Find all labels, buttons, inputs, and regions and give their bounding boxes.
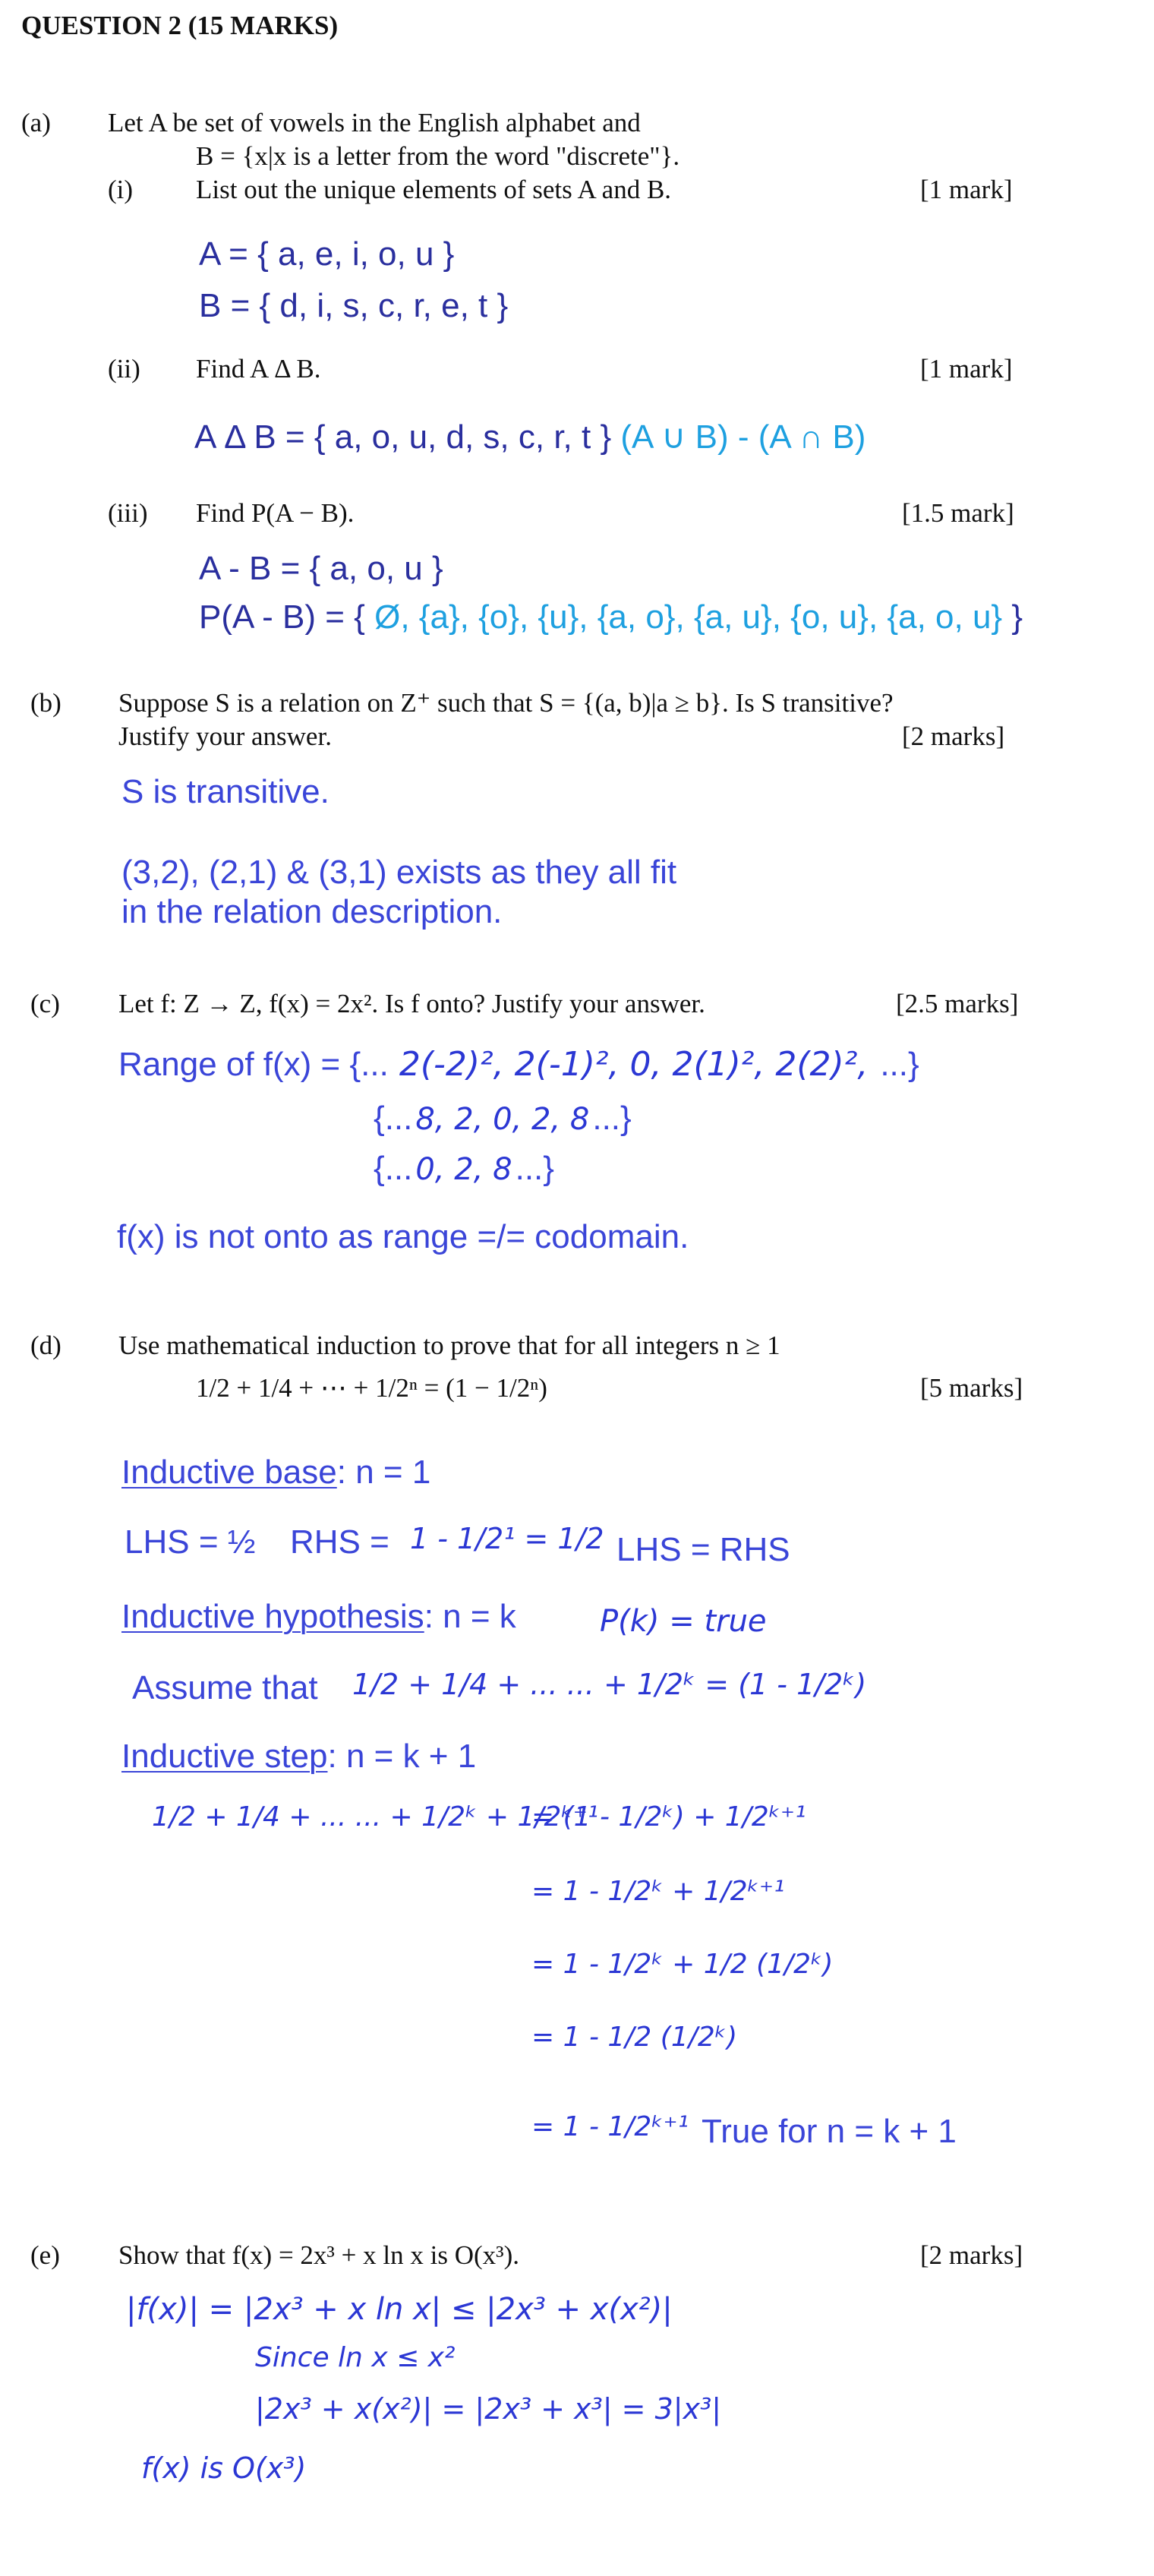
induction-formula: 1/2 + 1/4 + ⋯ + 1/2ⁿ = (1 − 1/2ⁿ) xyxy=(196,1373,547,1403)
part-a-label: (a) xyxy=(21,108,51,137)
power-set-elements: Ø, {a}, {o}, {u}, {a, o}, {a, u}, {o, u}, {a, o, u} xyxy=(374,598,1003,636)
big-o-conclusion: f(x) is O(x³) xyxy=(141,2451,307,2485)
inductive-base-label: Inductive base xyxy=(121,1454,337,1491)
part-e-label: (e) xyxy=(30,2240,60,2270)
answer-difference: A - B = { a, o, u } xyxy=(199,550,443,587)
answer-justification-line1: (3,2), (2,1) & (3,1) exists as they all fit xyxy=(121,854,677,891)
range-row-1 xyxy=(118,1045,919,1084)
answer-transitive: S is transitive. xyxy=(121,773,329,810)
power-set-suffix: } xyxy=(1011,598,1023,636)
part-a-ii-marks: [1 mark] xyxy=(920,354,1013,384)
base-rhs-label: RHS = xyxy=(290,1523,389,1561)
inductive-hypothesis-value: : n = k xyxy=(424,1598,516,1635)
symmetric-difference-note: (A ∪ B) - (A ∩ B) xyxy=(620,418,866,456)
big-o-line-2: Since ln x ≤ x² xyxy=(255,2342,456,2373)
part-d-marks: [5 marks] xyxy=(920,1373,1023,1403)
step-line-5: = 1 - 1/2ᵏ⁺¹ xyxy=(531,2111,689,2142)
range-label: Range of f(x) = {... xyxy=(118,1046,389,1083)
part-a-iii-number: (iii) xyxy=(108,498,148,528)
assume-label: Assume that xyxy=(132,1669,318,1706)
range-handwritten-values: 2(-2)², 2(-1)², 0, 2(1)², 2(2)², xyxy=(399,1045,869,1084)
part-a-ii-question: Find A Δ B. xyxy=(196,354,321,384)
answer-justification-line2: in the relation description. xyxy=(121,893,503,930)
part-a-iii-marks: [1.5 mark] xyxy=(902,498,1014,528)
part-a-ii-number: (ii) xyxy=(108,354,140,384)
step-line-3: = 1 - 1/2ᵏ + 1/2 (1/2ᵏ) xyxy=(531,1949,834,1980)
part-a-stem-line2: B = {x|x is a letter from the word "discrete"}. xyxy=(196,141,680,171)
part-e-marks: [2 marks] xyxy=(920,2240,1023,2270)
step-line-2: = 1 - 1/2ᵏ + 1/2ᵏ⁺¹ xyxy=(531,1876,785,1907)
answer-set-a: A = { a, e, i, o, u } xyxy=(199,235,455,273)
part-a-iii-question: Find P(A − B). xyxy=(196,498,355,528)
inductive-step-row xyxy=(121,1738,476,1776)
range-row-3-open: {... xyxy=(374,1150,413,1187)
range-end: ...} xyxy=(880,1046,919,1083)
range-row-2-values: 8, 2, 0, 2, 8 xyxy=(415,1102,590,1137)
part-e-question: Show that f(x) = 2x³ + x ln x is O(x³). xyxy=(118,2240,520,2270)
part-a-stem-line1: Let A be set of vowels in the English alphabet and xyxy=(108,108,641,137)
range-row-2-close: ...} xyxy=(592,1100,632,1137)
part-b-label: (b) xyxy=(30,688,61,718)
answer-set-b: B = { d, i, s, c, r, e, t } xyxy=(199,287,509,324)
part-c-question: Let f: Z → Z, f(x) = 2x². Is f onto? Justify your answer. xyxy=(118,989,705,1018)
part-a-i-question: List out the unique elements of sets A and B. xyxy=(196,175,672,204)
range-row-2 xyxy=(374,1100,632,1138)
part-c-label: (c) xyxy=(30,989,60,1018)
step-lhs-expression: 1/2 + 1/4 + ... ... + 1/2ᵏ + 1/2ᵏ⁺¹ xyxy=(152,1801,599,1833)
inductive-hypothesis-row xyxy=(121,1598,516,1636)
assume-expression: 1/2 + 1/4 + ... ... + 1/2ᵏ = (1 - 1/2ᵏ) xyxy=(352,1668,867,1701)
pk-true-note: P(k) = true xyxy=(600,1604,767,1639)
part-a-i-number: (i) xyxy=(108,175,134,204)
answer-symmetric-difference: A Δ B = { a, o, u, d, s, c, r, t } xyxy=(194,418,612,456)
part-b-question-line2: Justify your answer. xyxy=(118,721,332,751)
true-for-k-plus-1: True for n = k + 1 xyxy=(702,2113,957,2150)
step-line-1: = (1 - 1/2ᵏ) + 1/2ᵏ⁺¹ xyxy=(531,1801,806,1833)
part-b-marks: [2 marks] xyxy=(902,721,1005,751)
inductive-base-value: : n = 1 xyxy=(336,1454,431,1491)
inductive-hypothesis-label: Inductive hypothesis xyxy=(121,1598,424,1635)
part-a-i-marks: [1 mark] xyxy=(920,175,1013,204)
step-line-4: = 1 - 1/2 (1/2ᵏ) xyxy=(531,2022,738,2053)
base-rhs-work: 1 - 1/2¹ = 1/2 xyxy=(410,1522,604,1555)
range-row-2-open: {... xyxy=(374,1100,413,1137)
onto-conclusion: f(x) is not onto as range =/= codomain. xyxy=(117,1218,689,1255)
answer-power-set-row xyxy=(199,598,1023,636)
range-row-3-values: 0, 2, 8 xyxy=(415,1152,512,1187)
lhs-equals-rhs: LHS = RHS xyxy=(616,1531,790,1568)
part-d-label: (d) xyxy=(30,1331,61,1360)
inductive-step-label: Inductive step xyxy=(121,1738,328,1775)
part-c-marks: [2.5 marks] xyxy=(896,989,1019,1018)
big-o-line-1: |f(x)| = |2x³ + x ln x| ≤ |2x³ + x(x²)| xyxy=(126,2292,673,2327)
answer-symmetric-difference-row xyxy=(194,418,866,456)
range-row-3-close: ...} xyxy=(515,1150,554,1187)
inductive-step-value: : n = k + 1 xyxy=(327,1738,477,1775)
base-lhs: LHS = ½ xyxy=(125,1523,256,1561)
big-o-line-3: |2x³ + x(x²)| = |2x³ + x³| = 3|x³| xyxy=(255,2392,722,2426)
power-set-prefix: P(A - B) = { xyxy=(199,598,365,636)
inductive-base-row xyxy=(121,1454,430,1492)
part-b-question-line1: Suppose S is a relation on Z⁺ such that S = {(a, b)|a ≥ b}. Is S transitive? xyxy=(118,688,894,718)
page-title: QUESTION 2 (15 MARKS) xyxy=(21,11,339,40)
part-d-question: Use mathematical induction to prove that for all integers n ≥ 1 xyxy=(118,1331,780,1360)
range-row-3 xyxy=(374,1150,554,1188)
